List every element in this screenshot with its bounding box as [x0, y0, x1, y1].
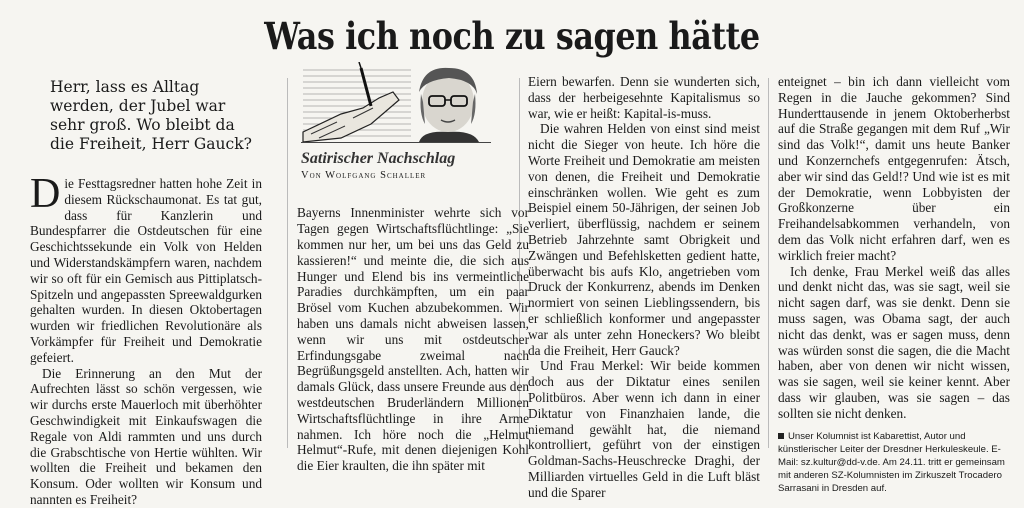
lead-text: Herr, lass es Alltag werden, der Jubel war sehr groß. Wo bleibt da die Freiheit, Herr Gauck?: [50, 78, 252, 153]
paragraph: Eiern bewarfen. Denn sie wunderten sich, dass der herbeigesehnte Kapitalismus so war, wie er heißt: Kapital-is-muss.: [528, 74, 760, 121]
paragraph: enteignet – bin ich dann vielleicht vom Regen in die Jauche gekommen? Sind Hunderttausende in jenem Oktoberherbst auf die Straße gegangen mit dem Ruf „Wir sind das Volk!“, damit uns heute Banker und Konzernchefs entgegenrufen: Ätsch, aber wir sind das Geld!? Und wie ist es mit der Demokratie, wenn Lobbyisten der Großkonzerne über ein Freihandelsabkommen verhandeln, von dem das Volk nicht erfahren darf, wen es wirklich freier macht?: [778, 74, 1010, 263]
paragraph: Ich denke, Frau Merkel weiß das alles und denkt nicht das, was sie sagt, weil sie nicht sagen darf, was sie denkt. Denn sie muss sagen, was Obama sagt, der auch nicht das denkt, was er sagen muss, denn was würden sonst die sagen, die die Macht haben, aber von denen wir nicht wissen, was sie sagen, weil sie keiner kennt. Aber dass wir glauben, was sie sagen – das sollten sie nicht denken.: [778, 263, 1010, 421]
paragraph: Die wahren Helden von einst sind meist nicht die Sieger von heute. Ich höre die Worte Freiheit und Demokratie am meisten von denen, die Freiheit und Demokratie einschränken wollen. Wie geht es zum Beispiel einem 50-Jährigen, der seinen Job verliert, überflüssig, nachdem er seinem Betrieb Jahrzehnte samt Obrigkeit und Zwängen und Befehlsketten gedient hatte, überwacht bis aufs Klo, angetrieben vom Druck der Konkurrenz, abends im Denken normiert von seinen Lieblingssendern, bis er schließlich konformer und angepasster war als unter zehn Honeckers? Wo bleibt da die Freiheit, Herr Gauck?: [528, 121, 760, 358]
column-4: [778, 74, 1010, 495]
column-rule: [768, 78, 769, 448]
author-note: Unser Kolumnist ist Kabarettist, Autor und künstlerischer Leiter der Dresdner Herkuleskeule. E-Mail: sz.kultur@dd-v.de. Am 24.11. tritt er gemeinsam mit anderen SZ-Kolumnisten im Zirkuszelt Trocadero Sarrasani in Dresden auf.: [778, 430, 1005, 494]
column-2: [297, 62, 529, 474]
column-3: [528, 74, 760, 501]
headline: Was ich noch zu sagen hätte: [264, 14, 760, 58]
byline: Von Wolfgang Schaller: [301, 169, 427, 181]
rubric: Satirischer Nachschlag: [301, 149, 456, 167]
paragraph: Die Festtagsredner hatten hohe Zeit in diesem Rückschaumonat. Es tat gut, dass für Kanzlerin und Bundespfarrer die Ostdeutschen für eine Geschichtssekunde ein Volk von Helden und Widerstandskämpfern waren, nachdem wir so oft für ein Gemisch aus Pittiplatsch-Spitzeln und angepassten Spreewaldgurken gehalten wurden. In diesen Oktobertagen wurden wir friedlichen Revolutionäre als Vorkämpfer für Freiheit und Demokratie gefeiert.: [30, 171, 262, 365]
bullet-square-icon: [778, 433, 784, 439]
paragraph: Die Erinnerung an den Mut der Aufrechten lässt so schön vergessen, wie wir durchs erste Mauerloch mit überhöhter Geschwindigkeit mit Einkaufswagen die Regale von Aldi rammten und uns durch die Grabschtische von Hertie wühlten. Wir wollten die Freiheit und bekamen den Konsum. Oder wollten wir Konsum und nannten es Freiheit?: [30, 365, 262, 507]
column-1: [30, 72, 262, 508]
drop-cap: D: [30, 171, 61, 217]
paragraph: Und Frau Merkel: Wir beide kommen doch aus der Diktatur eines senilen Politbüros. Aber wenn ich dann in einer Diktatur von Finanzhaien lande, die niemand gewählt hat, die niemand kontrolliert, geführt von der einstigen Goldman-Sachs-Heuschrecke Draghi, der Milliarden virtuelles Geld in die Luft bläst und die Sparer: [528, 358, 760, 500]
author-illustration-icon: [301, 62, 491, 143]
column-rule: [287, 78, 288, 448]
paragraph: Bayerns Innenminister wehrte sich vor Tagen gegen Wirtschaftsflüchtlinge: „Sie kommen nur her, um bei uns das Geld zu kassieren!“ und meinte die, die sich aus Hunger und Elend bis ins vermeintliche Paradies durchkämpften, um ein paar Brösel vom Kuchen abzubekommen. Wir haben uns damals nicht abweisen lassen, wenn wir uns mit ostdeutscher Erfindungsgabe zweimal nach Begrüßungsgeld anstellten. Ach, hatten wir damals Glück, dass unsere Freunde aus den westdeutschen Bruderländern Millionen Wirtschaftsflüchtlinge in ihre Arme nahmen. Ich höre noch die „Helmut Helmut“-Rufe, mit denen diejenigen Kohl die Eier kraulten, die ihn später mit: [297, 205, 529, 474]
